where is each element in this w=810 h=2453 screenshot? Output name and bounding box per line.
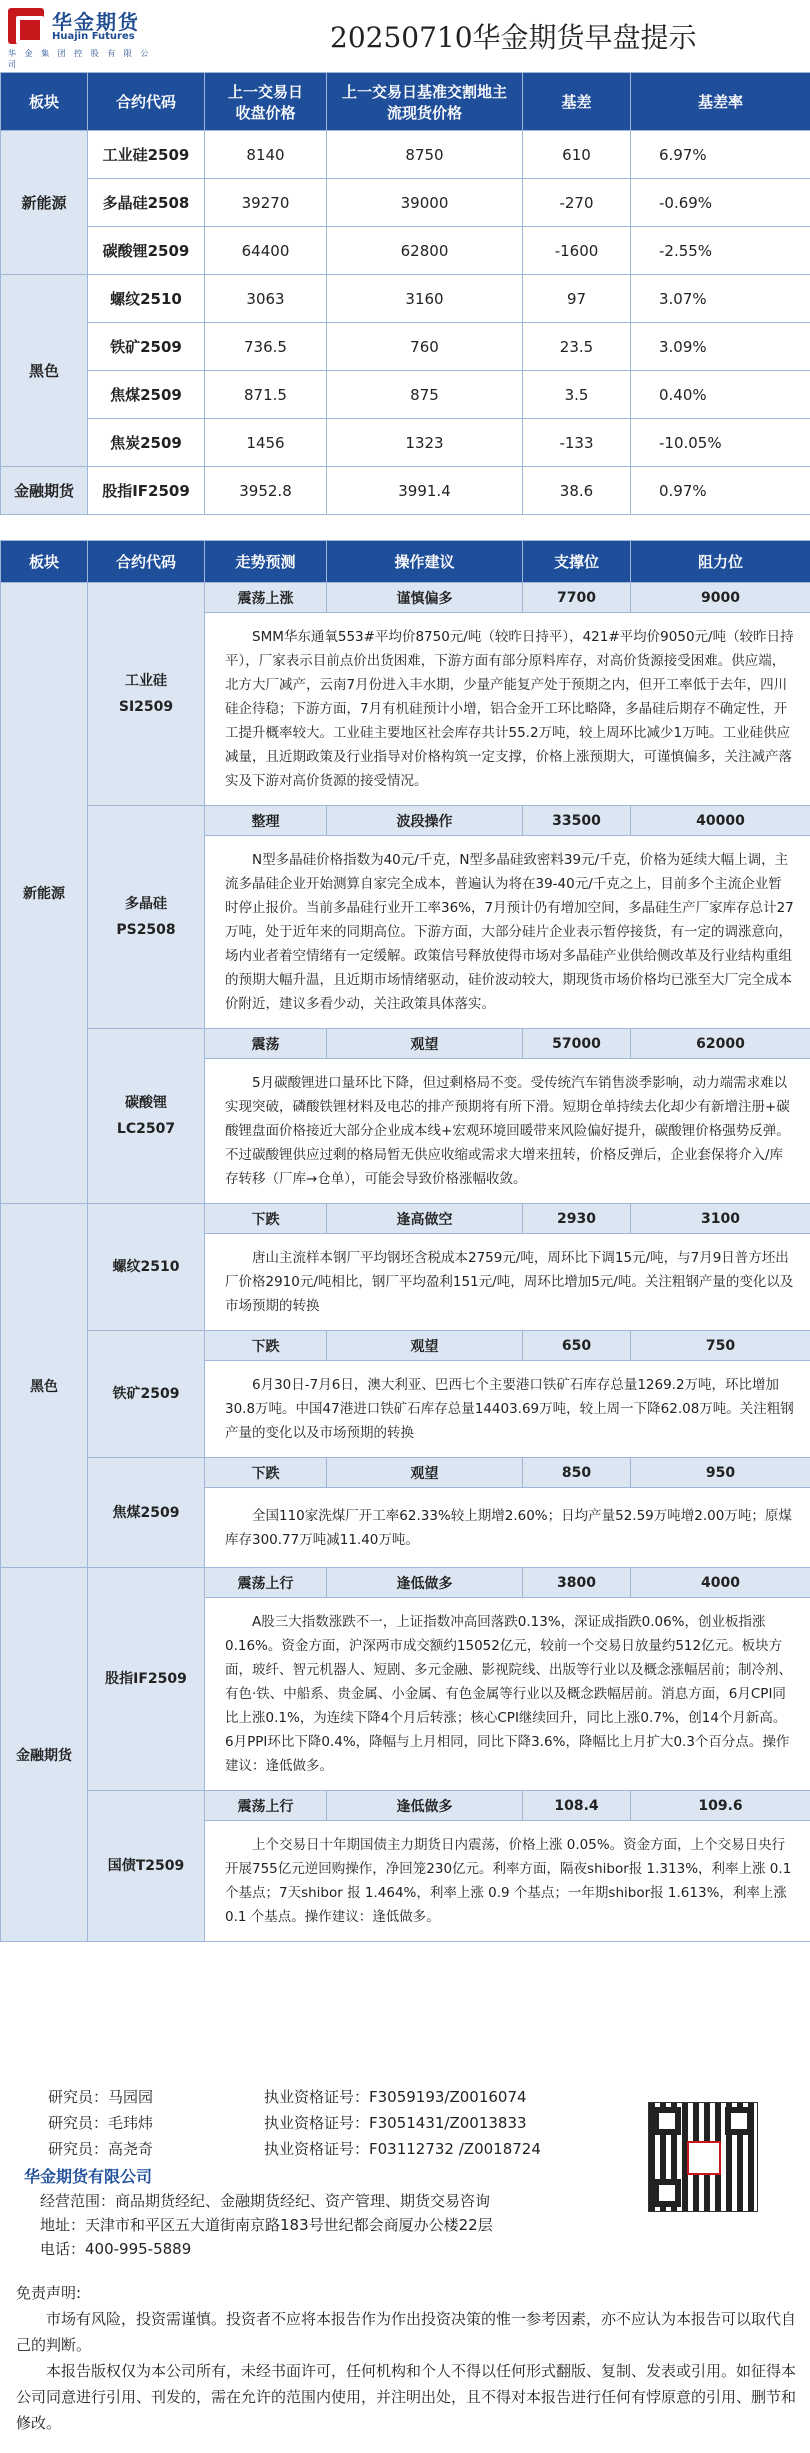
th2-trend: 走势预测 <box>205 541 327 583</box>
spot-price: 875 <box>327 371 523 419</box>
operation-advice: 观望 <box>327 1029 523 1059</box>
resistance-level: 3100 <box>631 1204 810 1234</box>
logo-mark-icon <box>8 8 44 44</box>
close-price: 871.5 <box>205 371 327 419</box>
researcher-2-name: 研究员：毛玮炜 <box>48 2114 154 2132</box>
support-level: 3800 <box>523 1568 631 1598</box>
contract-code: 股指IF2509 <box>88 1568 205 1791</box>
th-basis: 基差 <box>523 73 631 131</box>
price-row <box>1 179 810 227</box>
trend-forecast: 下跌 <box>205 1331 327 1361</box>
close-price: 3063 <box>205 275 327 323</box>
logo-en: Huajin Futures <box>52 31 135 42</box>
th2-sector: 板块 <box>1 541 88 583</box>
recommendation-row <box>1 1791 810 1821</box>
trend-forecast: 震荡 <box>205 1029 327 1059</box>
price-row <box>1 371 810 419</box>
researcher-3-cert: 执业资格证号：F03112732 /Z0018724 <box>264 2140 541 2158</box>
resistance-level: 9000 <box>631 583 810 613</box>
researcher-2-cert: 执业资格证号：F3051431/Z0013833 <box>264 2114 527 2132</box>
analysis-text: 5月碳酸锂进口量环比下降，但过剩格局不变。受传统汽车销售淡季影响，动力端需求难以实现突破，磷酸铁锂材料及电芯的排产预期将有所下滑。短期仓单持续去化却少有新增注册+碳酸锂盘面价格接近大部分企业成本线+宏观环境回暖带来风险偏好提升，碳酸锂价格强势反弹。不过碳酸锂供应过剩的格局暂无供应收缩或需求大增来扭转，价格反弹后，企业套保将介入/库存转移（厂库→仓单），可能会导致价格涨幅收敛。 <box>205 1059 810 1204</box>
disclaimer-1: 市场有风险，投资需谨慎。投资者不应将本报告作为作出投资决策的惟一参考因素，亦不应认为本报告可以取代自己的判断。 <box>16 2310 797 2354</box>
support-level: 57000 <box>523 1029 631 1059</box>
contract-code: 焦煤2509 <box>88 1458 205 1568</box>
operation-advice: 波段操作 <box>327 806 523 836</box>
basis: -270 <box>523 179 631 227</box>
trend-forecast: 震荡上涨 <box>205 583 327 613</box>
researcher-3-name: 研究员：高尧奇 <box>48 2140 154 2158</box>
contract-code: 股指IF2509 <box>88 467 205 515</box>
th2-code: 合约代码 <box>88 541 205 583</box>
th-basis-rate: 基差率 <box>631 73 810 131</box>
close-price: 1456 <box>205 419 327 467</box>
th-spot: 上一交易日基准交割地主 流现货价格 <box>327 73 523 131</box>
close-price: 64400 <box>205 227 327 275</box>
price-row <box>1 467 810 515</box>
report-header <box>0 0 810 72</box>
spot-price: 3991.4 <box>327 467 523 515</box>
recommendation-row <box>1 1204 810 1234</box>
company-name: 华金期货有限公司 <box>24 2167 153 2186</box>
disclaimer-title: 免责声明: <box>16 2284 82 2302</box>
contract-code: 工业硅 SI2509 <box>88 583 205 806</box>
contract-code: 焦炭2509 <box>88 419 205 467</box>
basis: 97 <box>523 275 631 323</box>
disclaimer-2: 本报告版权仅为本公司所有，未经书面许可，任何机构和个人不得以任何形式翻版、复制、发表或引用。如征得本公司同意进行引用、刊发的，需在允许的范围内使用，并注明出处，且不得对本报告进行任何有悖原意的引用、删节和修改。 <box>16 2362 797 2432</box>
contract-code: 铁矿2509 <box>88 1331 205 1458</box>
sector-cell: 新能源 <box>1 131 88 275</box>
close-price: 8140 <box>205 131 327 179</box>
close-price: 736.5 <box>205 323 327 371</box>
support-level: 108.4 <box>523 1791 631 1821</box>
trend-forecast: 震荡上行 <box>205 1791 327 1821</box>
recommendation-row <box>1 1458 810 1488</box>
support-level: 7700 <box>523 583 631 613</box>
basis-rate: 6.97% <box>631 131 810 179</box>
strategy-table <box>0 540 810 1942</box>
company-logo <box>8 6 158 69</box>
spot-price: 1323 <box>327 419 523 467</box>
support-level: 850 <box>523 1458 631 1488</box>
basis: 38.6 <box>523 467 631 515</box>
operation-advice: 逢高做空 <box>327 1204 523 1234</box>
resistance-level: 750 <box>631 1331 810 1361</box>
company-phone: 电话：400-995-5889 <box>40 2240 192 2258</box>
spot-price: 62800 <box>327 227 523 275</box>
analysis-text: A股三大指数涨跌不一，上证指数冲高回落跌0.13%，深证成指跌0.06%，创业板指涨0.16%。资金方面，沪深两市成交额约15052亿元，较前一个交易日放量约512亿元。板块方面，玻纤、智元机器人、短剧、多元金融、影视院线、出版等行业以及概念涨幅居前；制冷剂、有色·铁、中船系、贵金属、小金属、有色金属等行业以及概念跌幅居前。消息方面，6月CPI同比上涨0.1%，为连续下降4个月后转涨；核心CPI继续回升，同比上涨0.7%，创14个月新高。6月PPI环比下降0.4%，降幅与上月相同，同比下降3.6%，降幅比上月扩大0.3个百分点。操作建议：逢低做多。 <box>205 1598 810 1791</box>
operation-advice: 观望 <box>327 1331 523 1361</box>
operation-advice: 观望 <box>327 1458 523 1488</box>
price-table <box>0 72 810 515</box>
recommendation-row <box>1 806 810 836</box>
basis-rate: 3.09% <box>631 323 810 371</box>
contract-code: 多晶硅 PS2508 <box>88 806 205 1029</box>
contract-code: 螺纹2510 <box>88 275 205 323</box>
th-close: 上一交易日 收盘价格 <box>205 73 327 131</box>
spot-price: 3160 <box>327 275 523 323</box>
recommendation-row <box>1 1029 810 1059</box>
contract-code: 螺纹2510 <box>88 1204 205 1331</box>
price-row <box>1 323 810 371</box>
basis-rate: -0.69% <box>631 179 810 227</box>
operation-advice: 逢低做多 <box>327 1791 523 1821</box>
support-level: 2930 <box>523 1204 631 1234</box>
sector-cell: 新能源 <box>1 583 88 1204</box>
basis-rate: -10.05% <box>631 419 810 467</box>
price-row <box>1 275 810 323</box>
close-price: 39270 <box>205 179 327 227</box>
sector-cell: 黑色 <box>1 1204 88 1568</box>
analysis-text: SMM华东通氧553#平均价8750元/吨（较昨日持平），421#平均价9050元/吨（较昨日持平），厂家表示目前点价出货困难，下游方面有部分原料库存，对高价货源接受困难。供应端，北方大厂减产，云南7月份进入丰水期，少量产能复产处于预期之内，但开工率低于去年，四川硅企待稳；下游方面，7月有机硅预计小增，铝合金开工环比略降，多晶硅后期存不确定性，开工提升概率较大。工业硅主要地区社会库存共计55.2万吨，较上周环比减少1万吨。工业硅供应减量，且近期政策及行业指导对价格构筑一定支撑，价格上涨预期大，可谨慎偏多，关注减产落实及下游对高价货源的接受情况。 <box>205 613 810 806</box>
close-price: 3952.8 <box>205 467 327 515</box>
contract-code: 碳酸锂 LC2507 <box>88 1029 205 1204</box>
qr-code-icon <box>648 2102 758 2212</box>
contract-code: 焦煤2509 <box>88 371 205 419</box>
basis-rate: 0.97% <box>631 467 810 515</box>
researcher-1-cert: 执业资格证号：F3059193/Z0016074 <box>264 2088 527 2106</box>
spot-price: 760 <box>327 323 523 371</box>
spot-price: 8750 <box>327 131 523 179</box>
logo-cn: 华金期货 <box>52 10 140 34</box>
resistance-level: 40000 <box>631 806 810 836</box>
basis-rate: 3.07% <box>631 275 810 323</box>
basis: -133 <box>523 419 631 467</box>
price-row <box>1 419 810 467</box>
recommendation-row <box>1 1568 810 1598</box>
price-row <box>1 227 810 275</box>
analysis-text: 6月30日-7月6日，澳大利亚、巴西七个主要港口铁矿石库存总量1269.2万吨，环比增加30.8万吨。中国47港进口铁矿石库存总量14403.69万吨，较上周一下降62.08万吨。关注粗钢产量的变化以及市场预期的转换 <box>205 1361 810 1458</box>
spot-price: 39000 <box>327 179 523 227</box>
business-scope: 经营范围：商品期货经纪、金融期货经纪、资产管理、期货交易咨询 <box>40 2192 491 2210</box>
analysis-text: 上个交易日十年期国债主力期货日内震荡，价格上涨 0.05%。资金方面，上个交易日央行开展755亿元逆回购操作，净回笼230亿元。利率方面，隔夜shibor报 1.313%，利率上涨 0.1 个基点；7天shibor 报 1.464%，利率上涨 0.9 个基点；一年期shibor报 1.613%，利率上涨 0.1 个基点。操作建议：逢低做多。 <box>205 1821 810 1942</box>
th2-advice: 操作建议 <box>327 541 523 583</box>
price-row <box>1 131 810 179</box>
th-sector: 板块 <box>1 73 88 131</box>
recommendation-row <box>1 1331 810 1361</box>
trend-forecast: 下跌 <box>205 1204 327 1234</box>
strategy-table-header <box>1 541 810 583</box>
price-table-header <box>1 73 810 131</box>
analysis-text: 唐山主流样本钢厂平均钢坯含税成本2759元/吨，周环比下调15元/吨，与7月9日普方坯出厂价格2910元/吨相比，钢厂平均盈利151元/吨，周环比增加5元/吨。关注粗钢产量的变化以及市场预期的转换 <box>205 1234 810 1331</box>
contract-code: 国债T2509 <box>88 1791 205 1942</box>
logo-sub: 华 金 集 团 控 股 有 限 公 司 <box>8 49 152 69</box>
th2-resist: 阻力位 <box>631 541 810 583</box>
resistance-level: 109.6 <box>631 1791 810 1821</box>
trend-forecast: 整理 <box>205 806 327 836</box>
basis: -1600 <box>523 227 631 275</box>
support-level: 650 <box>523 1331 631 1361</box>
researcher-1-name: 研究员：马园园 <box>48 2088 154 2106</box>
sector-cell: 黑色 <box>1 275 88 467</box>
basis-rate: 0.40% <box>631 371 810 419</box>
report-title: 20250710华金期货早盘提示 <box>330 21 697 54</box>
resistance-level: 62000 <box>631 1029 810 1059</box>
analysis-text: 全国110家洗煤厂开工率62.33%较上期增2.60%；日均产量52.59万吨增2.00万吨；原煤库存300.77万吨减11.40万吨。 <box>205 1488 810 1568</box>
contract-code: 多晶硅2508 <box>88 179 205 227</box>
resistance-level: 4000 <box>631 1568 810 1598</box>
analysis-text: N型多晶硅价格指数为40元/千克，N型多晶硅致密料39元/千克，价格为延续大幅上调，主流多晶硅企业开始测算自家完全成本，普遍认为将在39-40元/千克之上，目前多个主流企业暂时停止报价。当前多晶硅行业开工率36%，7月预计仍有增加空间，多晶硅生产厂家库存总计27万吨，处于近年来的同期高位。下游方面，大部分硅片企业表示暂停接货，有一定的调涨意向，场内业者着空情绪有一定缓解。政策信号释放使得市场对多晶硅产业供给侧改革及行业结构重组的预期大幅升温，且近期市场情绪驱动，硅价波动较大，期现货市场价格均已涨至大厂完全成本价附近，建议多看少动，关注政策具体落实。 <box>205 836 810 1029</box>
sector-cell: 金融期货 <box>1 467 88 515</box>
basis-rate: -2.55% <box>631 227 810 275</box>
operation-advice: 谨慎偏多 <box>327 583 523 613</box>
trend-forecast: 震荡上行 <box>205 1568 327 1598</box>
recommendation-row <box>1 583 810 613</box>
contract-code: 铁矿2509 <box>88 323 205 371</box>
resistance-level: 950 <box>631 1458 810 1488</box>
company-address: 地址：天津市和平区五大道街南京路183号世纪都会商厦办公楼22层 <box>40 2216 493 2234</box>
support-level: 33500 <box>523 806 631 836</box>
basis: 3.5 <box>523 371 631 419</box>
operation-advice: 逢低做多 <box>327 1568 523 1598</box>
contract-code: 碳酸锂2509 <box>88 227 205 275</box>
sector-cell: 金融期货 <box>1 1568 88 1942</box>
th2-support: 支撑位 <box>523 541 631 583</box>
contract-code: 工业硅2509 <box>88 131 205 179</box>
basis: 610 <box>523 131 631 179</box>
trend-forecast: 下跌 <box>205 1458 327 1488</box>
basis: 23.5 <box>523 323 631 371</box>
th-code: 合约代码 <box>88 73 205 131</box>
